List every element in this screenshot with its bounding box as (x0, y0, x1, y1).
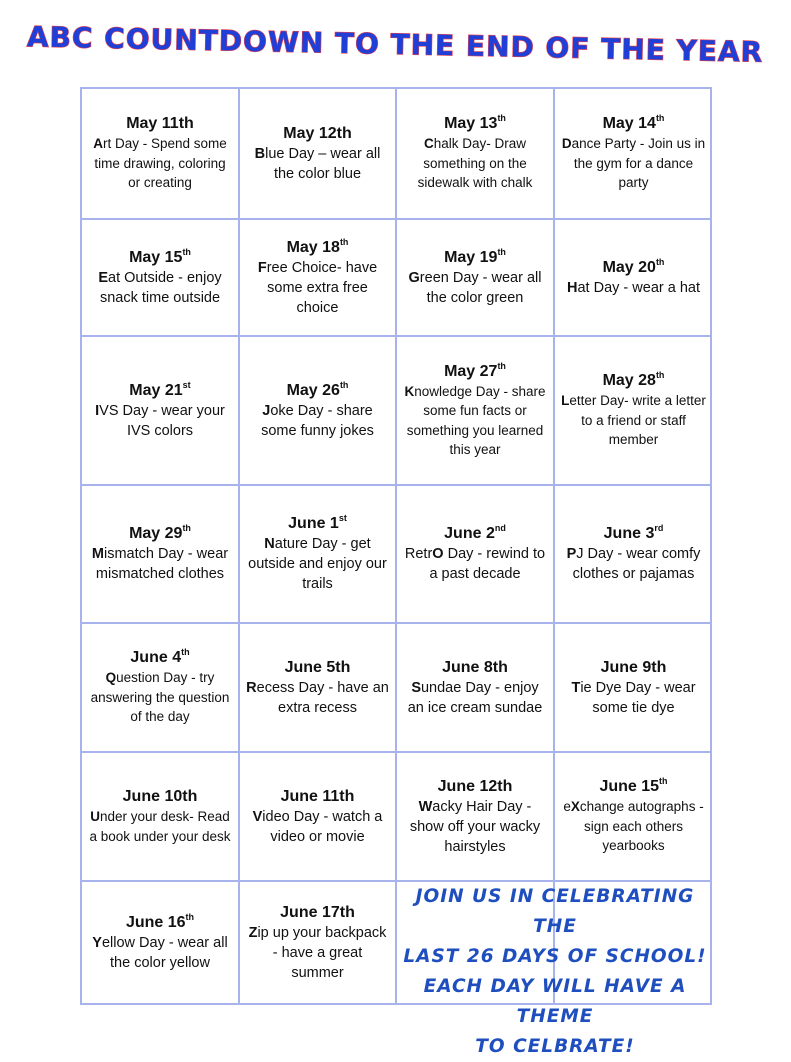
day-cell (555, 753, 712, 882)
day-cell (240, 753, 397, 882)
day-date: May 27th (444, 360, 506, 380)
day-theme: Free Choice- have some extra free choice (257, 259, 378, 316)
day-theme: Dance Party - Join us in the gym for a dance party (561, 136, 706, 191)
day-theme: Wacky Hair Day - show off your wacky hairstyles (409, 798, 541, 855)
countdown-grid (80, 87, 712, 1005)
day-cell (82, 337, 240, 486)
day-date: May 29th (129, 523, 191, 542)
day-cell (82, 882, 240, 1003)
day-date: May 28th (602, 370, 665, 390)
day-cell (82, 624, 240, 753)
day-theme: Blue Day – wear all the color blue (254, 145, 381, 182)
day-cell (555, 337, 712, 486)
day-theme: Joke Day - share some funny jokes (261, 402, 374, 439)
day-date: May 15th (129, 246, 191, 266)
celebration-message (396, 882, 714, 1057)
page-title-art (0, 8, 791, 78)
day-date: June 17th (280, 903, 355, 921)
message-line: EACH DAY WILL HAVE A THEME (423, 976, 687, 1027)
day-theme: Sundae Day - enjoy an ice cream sundae (407, 679, 543, 716)
day-theme: eXchange autographs - sign each others yearbooks (563, 799, 704, 854)
day-theme: Yellow Day - wear all the color yellow (92, 934, 228, 971)
day-date: June 3rd (603, 523, 664, 542)
day-cell (240, 624, 397, 753)
day-date: May 21st (129, 379, 191, 399)
day-theme: IVS Day - wear your IVS colors (95, 402, 225, 439)
day-cell (240, 486, 397, 624)
day-date: June 4th (130, 647, 190, 667)
day-cell (555, 486, 712, 624)
day-date: June 9th (600, 658, 667, 676)
day-cell (397, 753, 555, 882)
day-date: May 26th (286, 379, 349, 399)
day-date: June 8th (442, 658, 508, 676)
day-theme: Mismatch Day - wear mismatched clothes (91, 546, 229, 582)
day-date: June 10th (122, 788, 198, 805)
day-date: June 1st (288, 513, 347, 532)
day-cell (397, 220, 555, 337)
day-theme: Eat Outside - enjoy snack time outside (98, 269, 222, 306)
message-line: LAST 26 DAYS OF SCHOOL! (403, 946, 707, 967)
day-cell (240, 89, 397, 220)
day-theme: Tie Dye Day - wear some tie dye (571, 679, 696, 716)
page-title (0, 8, 791, 78)
day-theme: Letter Day- write a letter to a friend or staff member (561, 393, 706, 448)
day-date: June 5th (284, 658, 351, 676)
day-date: May 11th (126, 115, 194, 133)
day-date: June 15th (599, 776, 668, 796)
day-cell (82, 89, 240, 220)
day-date: May 12th (283, 124, 352, 142)
day-theme: RetrO Day - rewind to a past decade (404, 546, 546, 582)
day-date: May 18th (286, 236, 349, 256)
day-theme: Knowledge Day - share some fun facts or something you learned this year (404, 383, 546, 457)
day-cell (397, 624, 555, 753)
day-date: May 14th (602, 113, 665, 133)
day-cell (82, 220, 240, 337)
day-cell (82, 486, 240, 624)
day-cell (555, 624, 712, 753)
day-cell (397, 89, 555, 220)
day-theme: Video Day - watch a video or movie (252, 808, 383, 845)
day-date: June 12th (437, 777, 513, 795)
day-theme: Green Day - wear all the color green (408, 269, 542, 306)
day-date: June 16th (125, 911, 195, 931)
day-date: May 20th (602, 256, 665, 276)
day-theme: Chalk Day- Draw something on the sidewalk with chalk (417, 136, 533, 191)
message-line: JOIN US IN CELEBRATING THE (415, 886, 695, 937)
day-date: May 19th (444, 246, 506, 266)
day-cell (240, 882, 397, 1003)
day-cell (82, 753, 240, 882)
day-date: June 2nd (444, 523, 506, 542)
day-theme: Recess Day - have an extra recess (246, 679, 389, 716)
day-theme: Zip up your backpack - have a great summer (248, 924, 387, 981)
day-theme: Question Day - try answering the question of the day (90, 670, 230, 725)
day-cell (555, 220, 712, 337)
day-theme: Hat Day - wear a hat (567, 279, 700, 296)
day-cell (240, 220, 397, 337)
day-cell (397, 486, 555, 624)
message-line: TO CELBRATE! (475, 1036, 635, 1057)
day-theme: Nature Day - get outside and enjoy our trails (248, 536, 387, 592)
day-date: May 13th (444, 113, 506, 133)
day-theme: PJ Day - wear comfy clothes or pajamas (566, 546, 701, 582)
day-theme: Under your desk- Read a book under your desk (89, 809, 231, 844)
page-title-text: ABC COUNTDOWN TO THE END OF THE YEAR (26, 20, 764, 69)
day-date: June 11th (280, 787, 355, 805)
day-cell (555, 89, 712, 220)
day-cell (397, 337, 555, 486)
day-theme: Art Day - Spend some time drawing, coloring or creating (93, 136, 227, 191)
day-cell (240, 337, 397, 486)
